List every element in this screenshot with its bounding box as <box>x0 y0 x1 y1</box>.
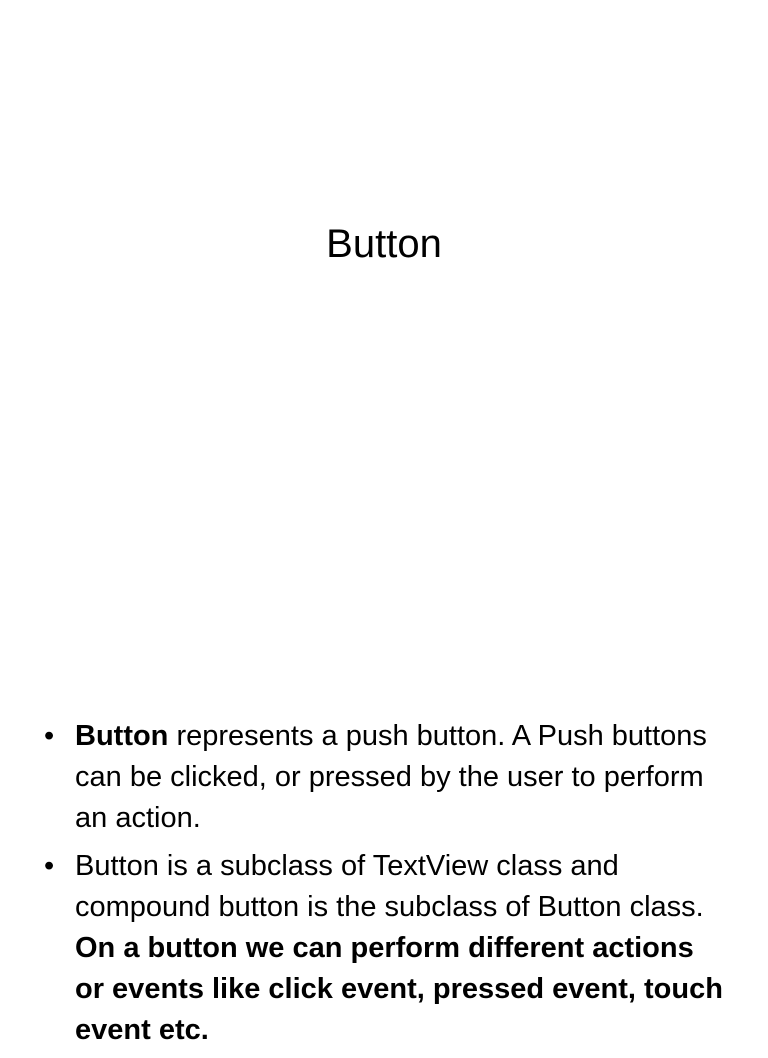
bullet-marker-icon: • <box>44 720 55 752</box>
bullet-text: represents a push button. A Push buttons can be clicked, or pressed by the user to perform an action. <box>75 720 707 834</box>
bullet-text: Button is a subclass of TextView class and compound button is the subclass of Button class. <box>75 850 704 923</box>
bullet-bold-trail: On a button we can perform different actions or events like click event, pressed event, touch event etc. <box>75 932 723 1046</box>
bullet-item <box>44 716 724 839</box>
bullet-item <box>44 846 724 1051</box>
bullet-marker-icon: • <box>44 850 55 882</box>
bullet-bold-lead: Button <box>75 720 169 752</box>
slide-title: Button <box>326 222 442 266</box>
bullet-list <box>44 716 724 1058</box>
